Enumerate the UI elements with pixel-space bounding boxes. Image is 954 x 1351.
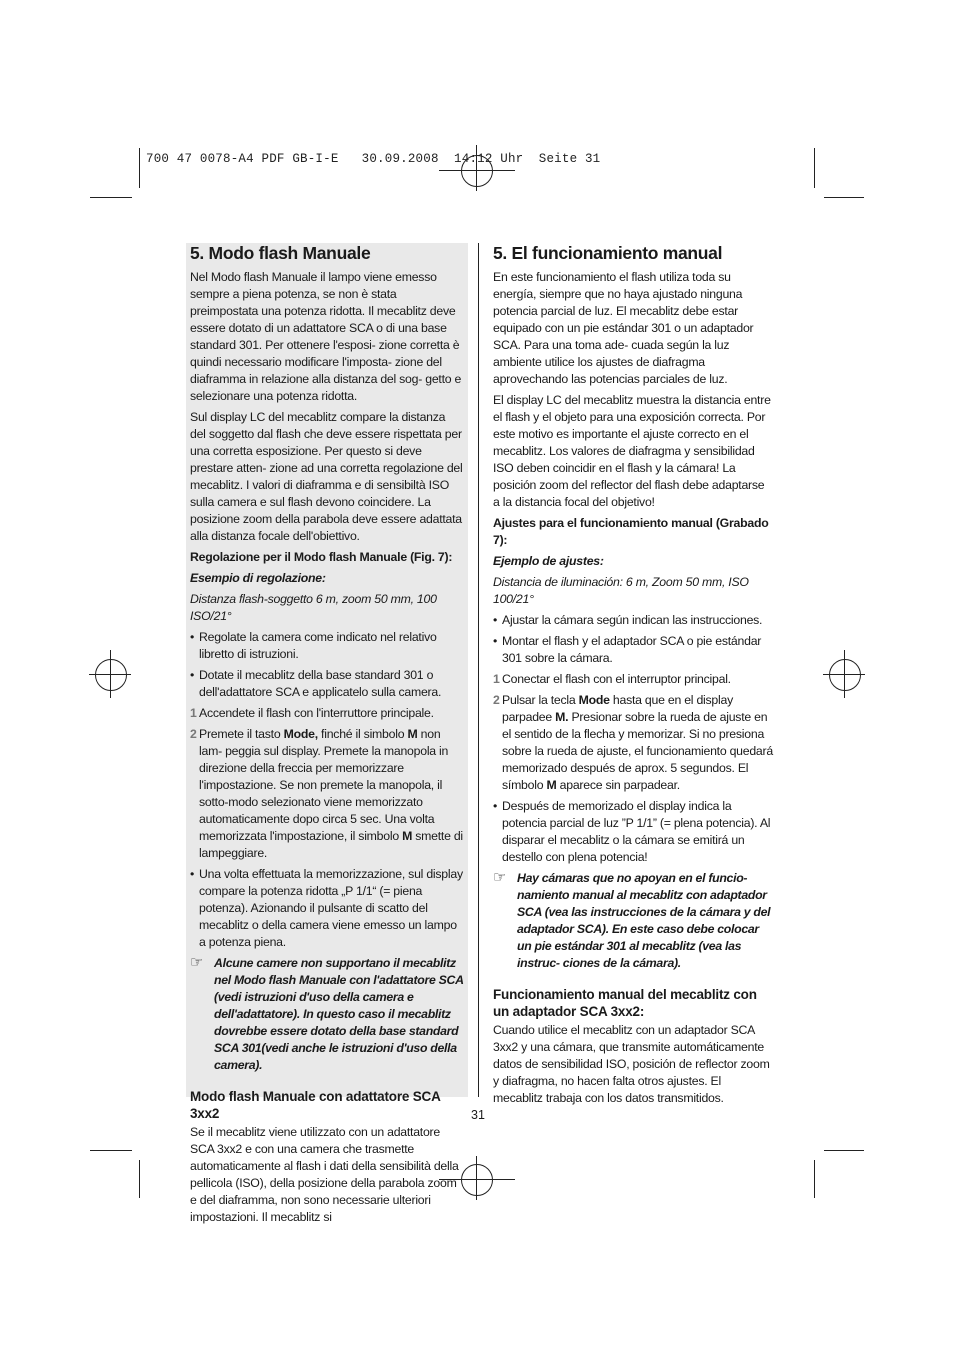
crop-mark — [90, 197, 132, 198]
crop-mark — [824, 197, 864, 198]
bullet-item: • Después de memorizado el display indica la potencia parcial de luz ”P 1/1” (= plena potencia). Al disparar el mecablitz o la cámara se emitirá un destello con plena potencia! — [493, 798, 773, 866]
note: ☞ Alcune camere non supportano il mecablitz nel Modo flash Manuale con l'adattatore SCA (vedi istruzioni d'uso della camera e dell'adattatore). In questo caso il mecablitz dovrebbe essere dotato della base standard SCA 301(vedi anche le istruzioni d'uso della camera). — [190, 954, 464, 1072]
paragraph: El display LC del mecablitz muestra la distancia entre el flash y el objeto para una exposición correcta. Por este motivo es importante el ajuste correcto en el mecablitz. Los valores de diafragma y sensibilidad ISO deben coincidir en el flash y la cámara! La posición zoom del reflector del flash debe adaptarse a la distancia focal del objetivo! — [493, 393, 771, 509]
crop-mark — [139, 1160, 140, 1198]
bullet-item: • Una volta effettuata la memorizzazione, sul display compare la potenza ridotta „P 1/1“ (= piena potenza). Azionando il pulsante di scatto del mecablitz o della camera viene emesso un lampo a potenza piena. — [190, 866, 464, 951]
subheading: Esempio di regolazione: — [190, 571, 326, 585]
subheading: Ejemplo de ajustes: — [493, 554, 604, 568]
section-heading: Modo flash Manuale con adattatore SCA 3xx2 — [190, 1089, 441, 1121]
paragraph: Sul display LC del mecablitz compare la distanza del soggetto dal flash che deve essere rispettata per una corretta esposizione. Per questo si deve prestare atten- zione ad una corretta regolazione del mecablitz. I valori di diaframma e di sensibiltà ISO sulla camera e sul flash devono coincidere. La posizione zoom della parabola deve essere adattata alla distanza focale dell'obiettivo. — [190, 410, 463, 543]
pointing-hand-icon: ☞ — [190, 954, 204, 971]
step-item: 2 Premete il tasto Mode, finché il simbolo M non lam- peggia sul display. Premete la manopola in direzione della freccia per memorizzare l'impostazione. Se non premete la manopola, il sotto-modo selezionato viene memorizzato automaticamente dopo circa 5 sec. Una volta memorizzata l'impostazione, il simbolo M smette di lampeggiare. — [190, 727, 463, 860]
section-title-italian: 5. Modo flash Manuale — [190, 243, 371, 263]
column-divider — [478, 243, 479, 1097]
bullet-item: • Ajustar la cámara según indican las instrucciones. — [493, 612, 773, 629]
bullet-item: • Regolate la camera come indicato nel relativo libretto di istruzioni. — [190, 629, 464, 663]
example-text: Distancia de iluminación: 6 m, Zoom 50 mm, ISO 100/21° — [493, 575, 749, 606]
crop-mark — [824, 1150, 864, 1151]
bullet-item: • Dotate il mecablitz della base standard 301 o dell'adattatore SCA e applicatelo sulla camera. — [190, 667, 464, 701]
section-title-spanish: 5. El funcionamiento manual — [493, 243, 723, 263]
subheading: Ajustes para el funcionamiento manual (Grabado 7): — [493, 516, 769, 547]
note: ☞ Hay cámaras que no apoyan en el funcio- namiento manual al mecablitz con adaptador SCA (vea las instrucciones de la cámara y del adaptador SCA). En este caso debe colocar un pie estándar 301 al mecablitz (vea las instruc- ciones de la cámara). — [493, 869, 771, 970]
example-text: Distanza flash-soggetto 6 m, zoom 50 mm, 100 ISO/21° — [190, 592, 437, 623]
crop-mark — [814, 148, 815, 188]
crop-mark — [139, 148, 140, 188]
step-item: 2 Pulsar la tecla Mode hasta que en el display parpadee M. Presionar sobre la rueda de ajuste en el sentido de la flecha y memorizar. Si no presiona sobre la rueda de ajuste, el funcionamiento quedará memorizado después de aprox. 5 segundos. El símbolo M aparece sin parpadear. — [493, 693, 773, 792]
crop-mark — [90, 1150, 132, 1151]
print-slug: 700 47 0078-A4 PDF GB-I-E 30.09.2008 14:12 Uhr Seite 31 — [146, 152, 601, 166]
pointing-hand-icon: ☞ — [493, 869, 507, 886]
step-item: 1 Conectar el flash con el interruptor principal. — [493, 672, 731, 686]
italian-column — [186, 243, 468, 1224]
paragraph: Nel Modo flash Manuale il lampo viene emesso sempre a piena potenza, se non è stata preimpostata una potenza ridotta. Il mecablitz deve essere dotato di un adattatore SCA o di una base standard 301. Per ottenere l'esposi- zione corretta è quindi necessario modificare l'imposta- zione del diaframma in relazione alla distanza del sog- getto e selezionare una potenza ridotta. — [190, 270, 462, 403]
paragraph: Se il mecablitz viene utilizzato con un adattatore SCA 3xx2 e con una camera che trasmette automaticamente al flash i dati della sensibilità della pellicola (ISO), della posizione della parabola zoom e del diaframma, non sono necessarie ulteriori impostazioni. Il mecablitz si — [190, 1125, 459, 1224]
step-item: 1 Accendete il flash con l'interruttore principale. — [190, 706, 434, 720]
spanish-column — [493, 243, 773, 1111]
bullet-item: • Montar el flash y el adaptador SCA o pie estándar 301 sobre la cámara. — [493, 633, 773, 667]
subheading: Regolazione per il Modo flash Manuale (Fig. 7): — [190, 550, 453, 564]
paragraph: En este funcionamiento el flash utiliza toda su energía, siempre que no haya ajustado ninguna potencia parcial de luz. El mecablitz debe estar equipado con un pie estándar 301 o un adaptador SCA. Para una toma ade- cuada según la luz ambiente utilice los ajustes de diafragma aprovechando las potencias parciales de luz. — [493, 270, 754, 386]
section-heading: Funcionamiento manual del mecablitz con un adaptador SCA 3xx2: — [493, 987, 757, 1019]
paragraph: Cuando utilice el mecablitz con un adaptador SCA 3xx2 y una cámara, que transmite automáticamente datos de sensibilidad ISO, posición de reflector zoom y diafragma, no hacen falta otros ajustes. El mecablitz trabaja con los datos transmitidos. — [493, 1023, 770, 1105]
page-number: 31 — [471, 1108, 485, 1122]
crop-mark — [814, 1160, 815, 1198]
